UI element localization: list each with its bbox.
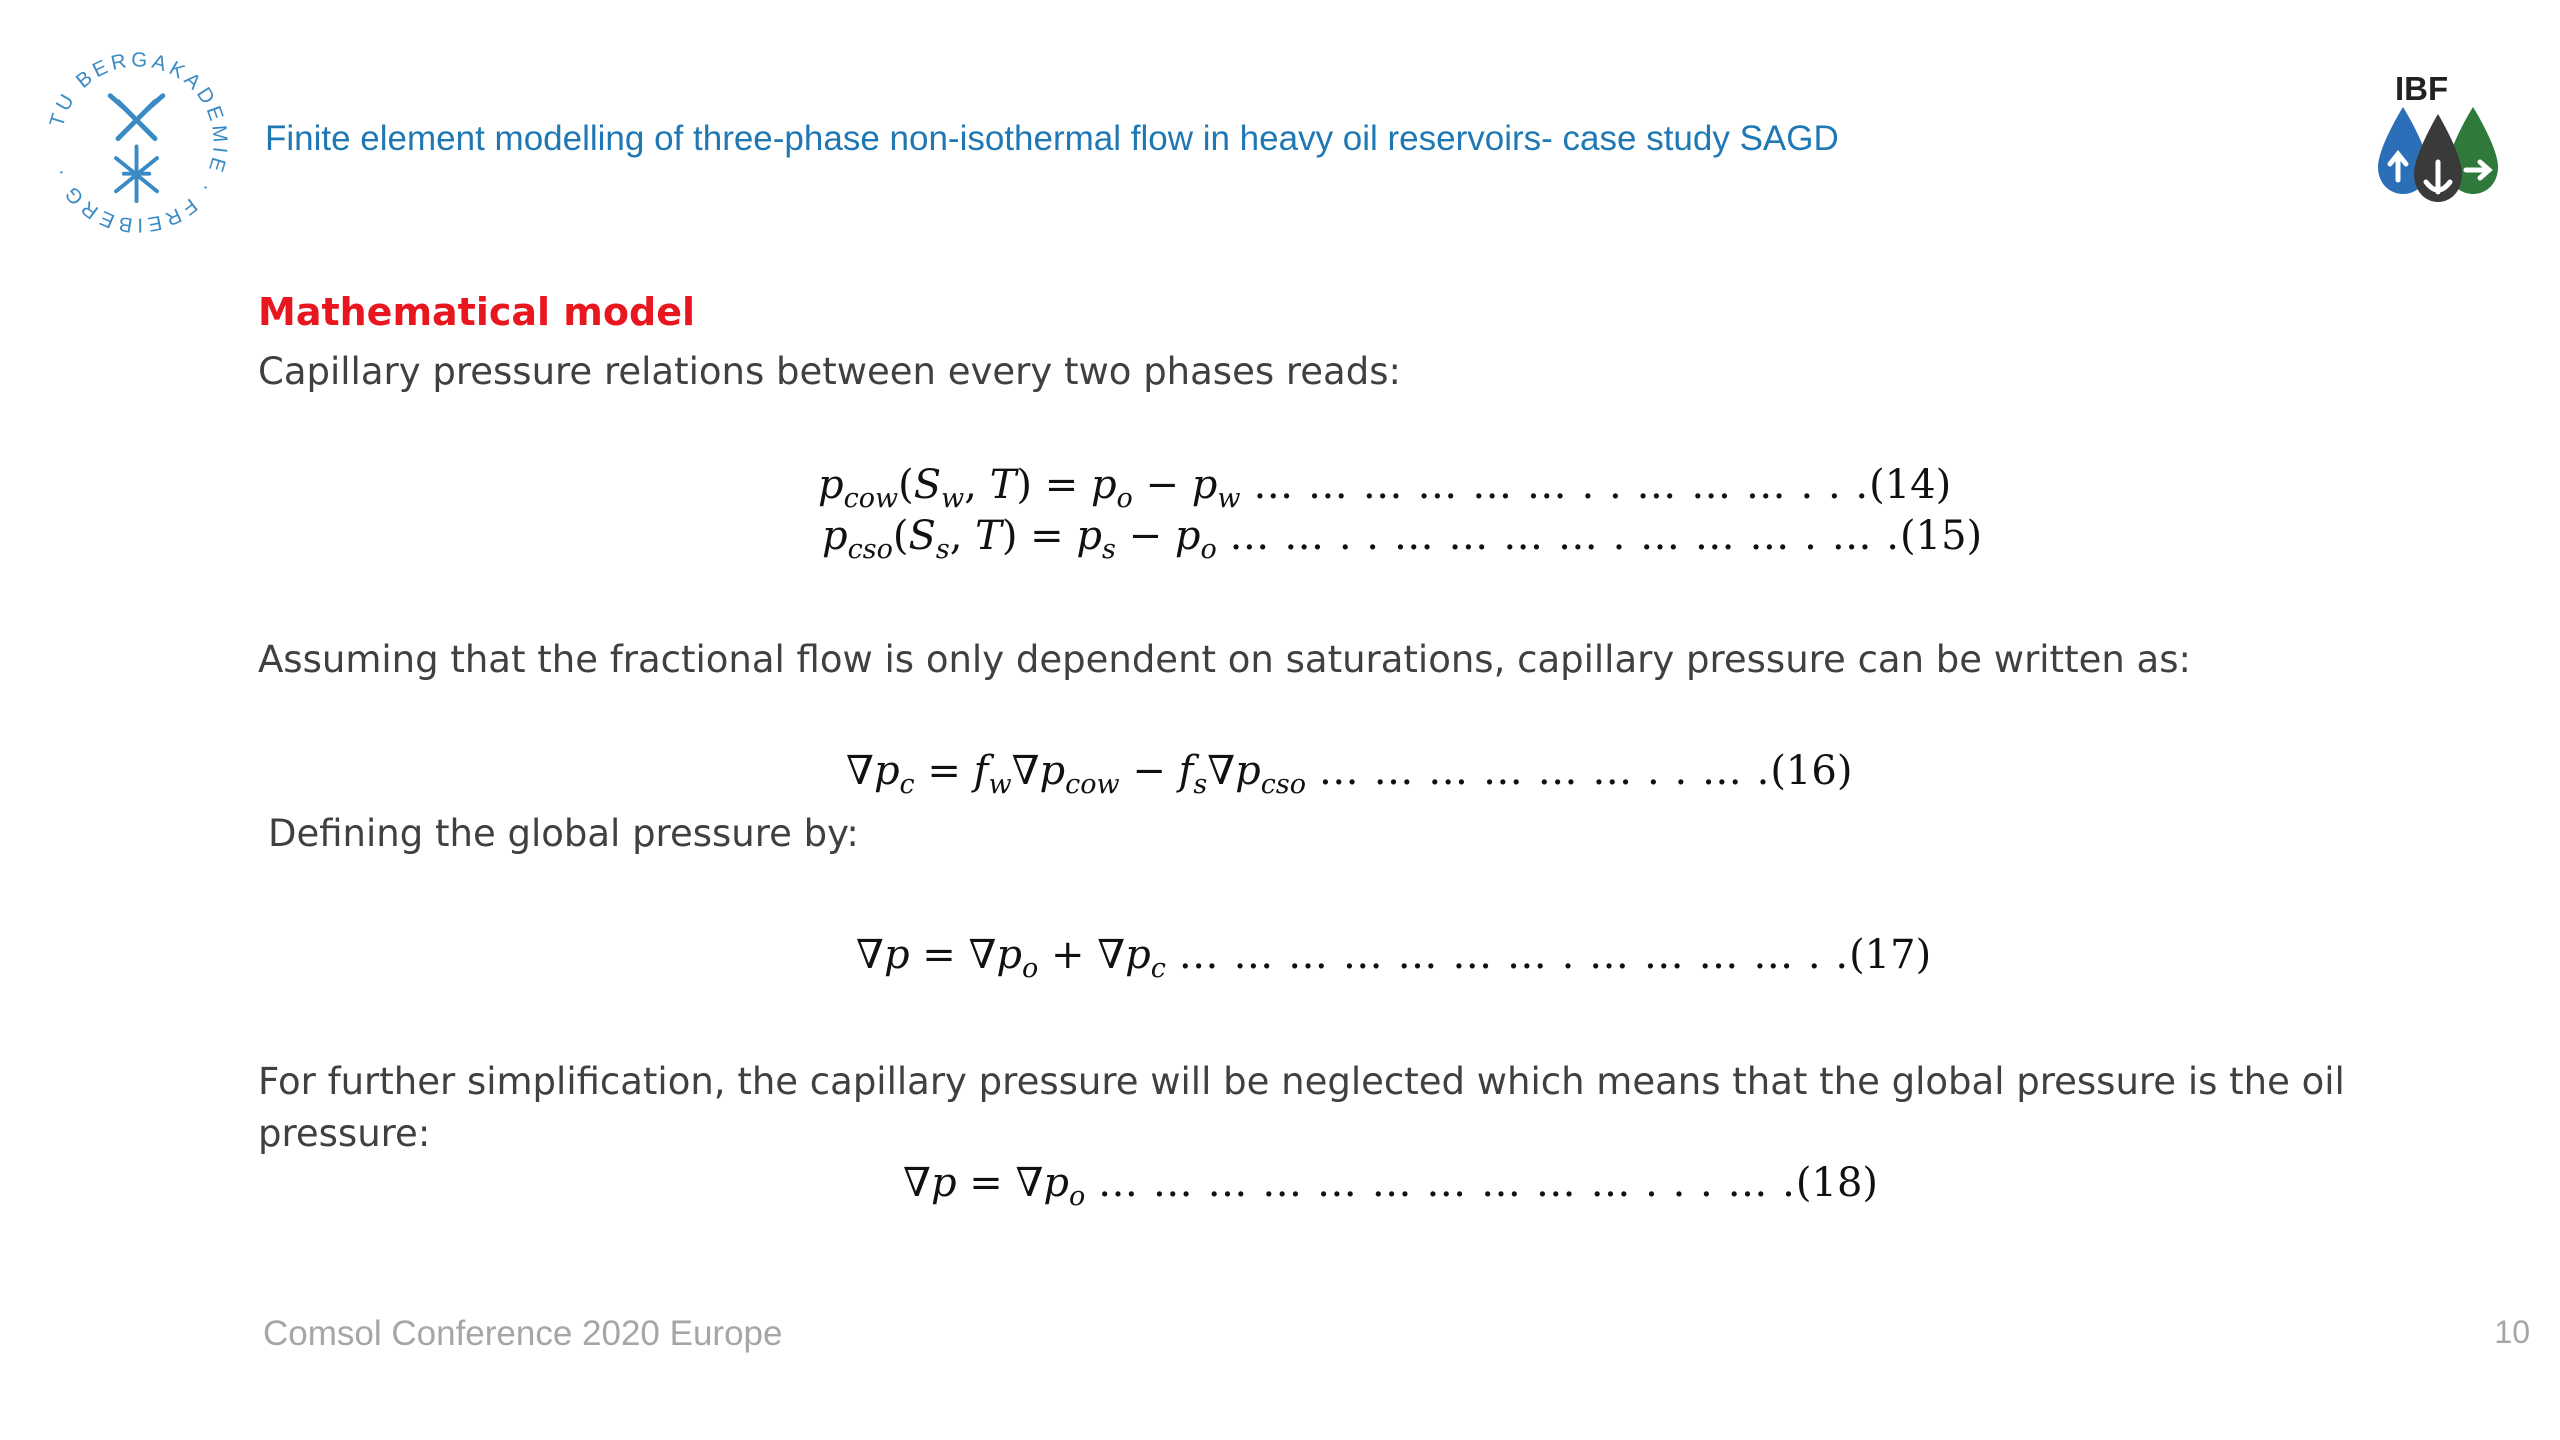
equation-16-dots: … … … … … … . . … . bbox=[1318, 748, 1771, 794]
university-seal-logo bbox=[40, 45, 235, 240]
equation-16-number: (16) bbox=[1770, 748, 1853, 794]
equation-14-dots: … … … … … … . . … … … . . . bbox=[1253, 462, 1870, 508]
paragraph-global-pressure: Defining the global pressure by: bbox=[268, 812, 859, 855]
paragraph-simplification-line2: pressure: bbox=[258, 1112, 431, 1155]
equation-18-number: (18) bbox=[1795, 1160, 1878, 1206]
equation-17: $\nabla p = \nabla p_o + \nabla p_c$ … … … … … … … . … … … … . .(17) bbox=[856, 932, 1932, 984]
ibf-droplets-logo bbox=[2368, 102, 2508, 207]
svg-text:TU BERGAKADEMIE · FREIBERG ·: TU BERGAKADEMIE · FREIBERG · bbox=[45, 48, 233, 237]
paragraph-fractional-flow: Assuming that the fractional flow is only dependent on saturations, capillary pressure can be written as: bbox=[258, 638, 2191, 681]
paragraph-simplification-line1: For further simplification, the capillary pressure will be neglected which means that the global pressure is the oil bbox=[258, 1060, 2345, 1103]
equation-17-dots: … … … … … … … . … … … … . . bbox=[1178, 932, 1850, 978]
equation-15-dots: … … . . … … … … . … … … . … . bbox=[1229, 513, 1901, 559]
equation-17-number: (17) bbox=[1849, 932, 1932, 978]
equation-14-number: (14) bbox=[1869, 462, 1952, 508]
paragraph-capillary-relations: Capillary pressure relations between every two phases reads: bbox=[258, 350, 1401, 393]
equation-14: $p_{cow}(S_w$, $T) = p_o - p_w$ … … … … … … . . … … … . . .(14) bbox=[818, 462, 1952, 514]
equation-15-number: (15) bbox=[1900, 513, 1983, 559]
section-title: Mathematical model bbox=[258, 290, 695, 334]
footer-conference: Comsol Conference 2020 Europe bbox=[263, 1314, 783, 1353]
equation-15: $p_{cso}(S_s$, $T) = p_s - p_o$ … … . . … … … … . … … … . … .(15) bbox=[822, 513, 1983, 565]
equation-16: $\nabla p_c = f_w\nabla p_{cow} - f_s\nabla p_{cso}$ … … … … … … . . … .(16) bbox=[846, 748, 1853, 800]
equation-18-dots: … … … … … … … … … … . . . … . bbox=[1098, 1160, 1796, 1206]
ibf-logo-label: IBF bbox=[2395, 70, 2449, 107]
equation-18: $\nabla p = \nabla p_o$ … … … … … … … … … … . . . … .(18) bbox=[903, 1160, 1878, 1212]
presentation-title: Finite element modelling of three-phase non-isothermal flow in heavy oil reservoirs- case study SAGD bbox=[265, 119, 1839, 158]
page-number: 10 bbox=[2494, 1314, 2530, 1350]
